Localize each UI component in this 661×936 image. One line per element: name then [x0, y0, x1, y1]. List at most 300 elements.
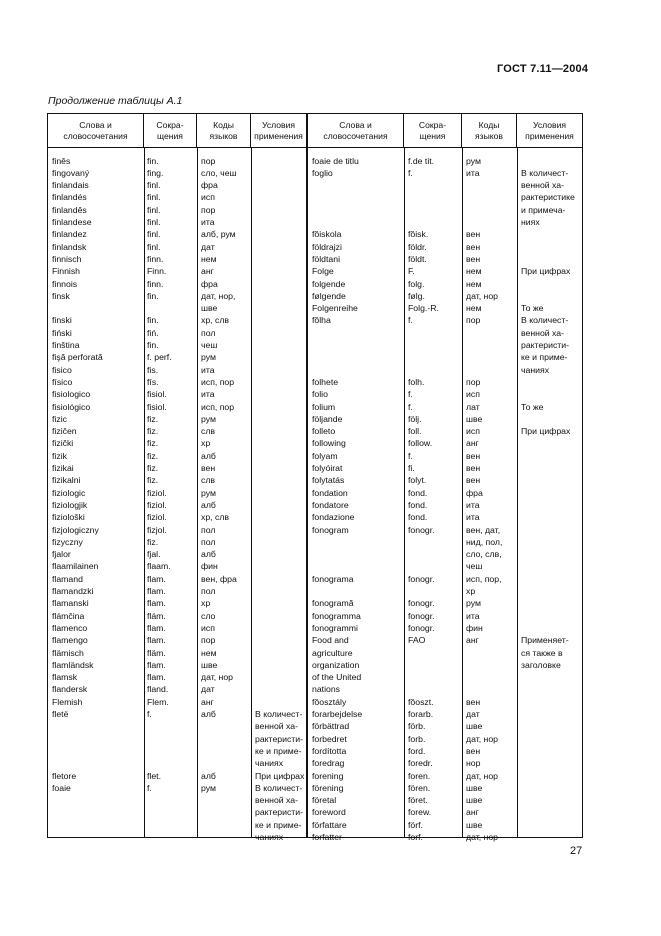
- cell-code: шве: [466, 721, 483, 732]
- cell-code: анг: [466, 807, 479, 818]
- table-row: [48, 241, 582, 253]
- abbreviation-table: [47, 113, 583, 842]
- cell-word: flámčina: [52, 610, 85, 621]
- cell-word: földrajzi: [312, 241, 342, 252]
- cell-code: дат, нор: [466, 832, 499, 842]
- cell-abbr: fiziol.: [147, 512, 167, 523]
- cell-word: följande: [312, 413, 343, 424]
- cell-word: fȍiskola: [312, 229, 342, 240]
- cell-code: вен: [201, 463, 216, 473]
- cell-word: fizik: [52, 450, 67, 461]
- cell-code: пор: [201, 635, 216, 646]
- cell-abbr: f.de tit.: [408, 155, 435, 166]
- cell-word: fisico: [52, 364, 72, 375]
- cell-word: forbedret: [312, 733, 347, 744]
- cell-code: исп, пор: [201, 376, 235, 387]
- cell-word: folyóirat: [312, 463, 343, 473]
- cell-word: foredrag: [312, 758, 345, 769]
- cell-code: ита: [466, 499, 480, 510]
- cell-code: шве: [466, 795, 483, 806]
- cell-word: finês: [52, 155, 71, 166]
- cell-abbr: Folg.-R.: [408, 303, 439, 314]
- cell-abbr: fis.: [147, 364, 159, 375]
- header-abbr-2: Сокра- щения: [404, 114, 462, 147]
- cell-abbr: fin.: [147, 315, 159, 326]
- table-row: [48, 819, 582, 831]
- cell-code: нид, пол,: [466, 536, 503, 547]
- cell-code: рум: [201, 782, 216, 793]
- cell-word: finlandés: [52, 192, 87, 203]
- cell-code: фра: [201, 180, 218, 191]
- table-row: [48, 413, 582, 425]
- cell-word: finlandsk: [52, 241, 87, 252]
- table-row: [48, 806, 582, 818]
- cell-word: finlandez: [52, 229, 87, 240]
- cell-abbr: f.: [408, 167, 413, 178]
- table-row: [48, 450, 582, 462]
- cell-code: шве: [466, 782, 483, 793]
- cell-abbr: følg.: [408, 290, 425, 301]
- cell-abbr: följ.: [408, 413, 422, 424]
- cell-abbr: fonogr.: [408, 524, 435, 535]
- cell-word: flaamilainen: [52, 561, 99, 572]
- cell-code: исп: [466, 389, 480, 400]
- cell-code: фра: [466, 487, 483, 498]
- cell-code: фин: [201, 561, 218, 572]
- cell-word: flamsk: [52, 672, 78, 683]
- cell-word: finlandais: [52, 180, 89, 191]
- cell-abbr: flam.: [147, 573, 166, 584]
- cell-word: agriculture: [312, 647, 353, 658]
- cell-condition: ся также в: [521, 647, 563, 658]
- cell-abbr: forew.: [408, 807, 432, 818]
- cell-word: folytatás: [312, 475, 345, 486]
- table-header: [48, 114, 582, 148]
- cell-code: исп: [201, 622, 215, 633]
- cell-word: företal: [312, 795, 337, 806]
- cell-abbr: finn.: [147, 278, 164, 289]
- cell-word: fletë: [52, 709, 69, 719]
- cell-condition: чаниях: [255, 758, 284, 769]
- cell-word: finlandês: [52, 204, 87, 215]
- standard-code: ГОСТ 7.11—2004: [497, 63, 589, 75]
- cell-word: Folge: [312, 266, 334, 277]
- cell-code: вен, дат,: [466, 524, 501, 535]
- cell-code: дат: [201, 684, 215, 695]
- table-row: [48, 622, 582, 634]
- cell-abbr: fören.: [408, 782, 431, 793]
- cell-abbr: fläm.: [147, 647, 166, 658]
- cell-code: хр, слв: [201, 315, 230, 326]
- cell-code: исп, пор,: [466, 573, 502, 584]
- table-row: [48, 376, 582, 388]
- table-row: [48, 499, 582, 511]
- cell-code: дат: [466, 709, 480, 719]
- cell-word: Finnish: [52, 266, 81, 277]
- cell-abbr: FAO: [408, 635, 426, 646]
- cell-condition: При цифрах: [521, 266, 571, 277]
- table-row: [48, 216, 582, 228]
- table-row: [48, 314, 582, 326]
- cell-code: пор: [466, 376, 481, 387]
- cell-abbr: follow.: [408, 438, 433, 449]
- cell-word: foreword: [312, 807, 346, 818]
- cell-code: нем: [466, 266, 482, 277]
- cell-condition: При цифрах: [521, 426, 571, 437]
- cell-word: fondation: [312, 487, 348, 498]
- cell-abbr: flam.: [147, 672, 166, 683]
- cell-word: földtani: [312, 253, 341, 264]
- header-words-2: Слова и словосочетания: [308, 114, 404, 147]
- cell-abbr: fís.: [147, 376, 159, 387]
- cell-abbr: fin.: [147, 290, 159, 301]
- cell-code: анг: [201, 696, 214, 707]
- table-row: [48, 425, 582, 437]
- cell-abbr: fiz.: [147, 463, 159, 473]
- cell-word: forfatter: [312, 832, 342, 842]
- table-row: [48, 155, 582, 167]
- cell-abbr: fonogr.: [408, 573, 435, 584]
- cell-condition: рактеристи-: [255, 733, 304, 744]
- cell-condition: ниях: [521, 217, 540, 227]
- cell-word: fizyczny: [52, 536, 83, 547]
- cell-abbr: fi.: [408, 463, 415, 473]
- cell-abbr: finl.: [147, 204, 161, 215]
- table-row: [48, 487, 582, 499]
- cell-abbr: Finn.: [147, 266, 167, 277]
- table-row: [48, 253, 582, 265]
- cell-word: flämisch: [52, 647, 84, 658]
- cell-code: сло: [201, 610, 216, 621]
- cell-word: forarbejdelse: [312, 709, 363, 719]
- cell-word: förbättrad: [312, 721, 350, 732]
- cell-abbr: földt.: [408, 253, 427, 264]
- cell-abbr: finl.: [147, 180, 161, 191]
- table-row: [48, 573, 582, 585]
- cell-code: хр, слв: [201, 512, 230, 523]
- cell-code: дат, нор: [466, 290, 499, 301]
- cell-word: fonogramma: [312, 610, 361, 621]
- cell-word: fonograma: [312, 573, 354, 584]
- cell-word: förening: [312, 782, 344, 793]
- cell-condition: рактеристи-: [521, 340, 570, 350]
- cell-code: пор: [201, 155, 216, 166]
- table-row: [48, 339, 582, 351]
- cell-abbr: fonogr.: [408, 622, 435, 633]
- cell-word: foaie: [52, 782, 71, 793]
- table-row: [48, 302, 582, 314]
- cell-code: дат, нор: [466, 770, 499, 781]
- cell-abbr: fond.: [408, 487, 428, 498]
- cell-word: of the United: [312, 672, 362, 683]
- table-row: [48, 745, 582, 757]
- cell-code: пор: [466, 315, 481, 326]
- cell-code: фра: [201, 278, 218, 289]
- cell-abbr: flam.: [147, 635, 166, 646]
- cell-word: finsk: [52, 290, 70, 301]
- cell-code: сло, чеш: [201, 167, 237, 178]
- cell-code: анг: [201, 266, 214, 277]
- cell-abbr: fiz.: [147, 426, 159, 437]
- cell-code: пол: [201, 586, 216, 596]
- table-row: [48, 462, 582, 474]
- cell-code: ита: [466, 610, 480, 621]
- cell-code: нем: [466, 278, 482, 289]
- cell-code: рум: [201, 413, 216, 424]
- cell-code: ита: [466, 167, 480, 178]
- cell-abbr: finn.: [147, 253, 164, 264]
- cell-code: фин: [466, 622, 483, 633]
- cell-word: fizikai: [52, 463, 74, 473]
- cell-code: чеш: [201, 340, 218, 350]
- cell-word: fonogram: [312, 524, 349, 535]
- cell-abbr: finl.: [147, 192, 161, 203]
- cell-code: алб, рум: [201, 229, 236, 240]
- table-row: [48, 770, 582, 782]
- cell-abbr: f.: [147, 782, 152, 793]
- cell-word: flamandzki: [52, 586, 94, 596]
- cell-code: ита: [201, 389, 215, 400]
- cell-abbr: földr.: [408, 241, 427, 252]
- cell-abbr: f.: [147, 709, 152, 719]
- cell-code: хр: [201, 438, 211, 449]
- cell-word: finština: [52, 340, 80, 350]
- cell-word: finski: [52, 315, 72, 326]
- table-row: [48, 720, 582, 732]
- table-row: [48, 364, 582, 376]
- cell-word: følgende: [312, 290, 346, 301]
- cell-abbr: f.: [408, 389, 413, 400]
- cell-abbr: f.: [408, 450, 413, 461]
- table-row: [48, 191, 582, 203]
- cell-abbr: fland.: [147, 684, 169, 695]
- cell-code: пол: [201, 327, 216, 338]
- cell-word: flamand: [52, 573, 83, 584]
- cell-abbr: f.: [408, 315, 413, 326]
- cell-code: нем: [201, 647, 217, 658]
- table-row: [48, 560, 582, 572]
- cell-abbr: f.: [408, 401, 413, 412]
- cell-code: дат, нор: [201, 672, 234, 683]
- table-row: [48, 548, 582, 560]
- header-abbr-1: Сокра- щения: [144, 114, 197, 147]
- cell-code: алб: [201, 770, 216, 781]
- table-row: [48, 167, 582, 179]
- table-row: [48, 327, 582, 339]
- cell-condition: рактеристике: [521, 192, 575, 203]
- cell-word: fletore: [52, 770, 77, 781]
- cell-word: flamanski: [52, 598, 89, 609]
- cell-abbr: fisiol.: [147, 389, 167, 400]
- cell-word: fişă perforată: [52, 352, 103, 363]
- cell-word: flamengo: [52, 635, 88, 646]
- table-row: [48, 696, 582, 708]
- table-row: [48, 401, 582, 413]
- cell-code: исп, пор: [201, 401, 235, 412]
- cell-word: nations: [312, 684, 341, 695]
- table-row: [48, 782, 582, 794]
- cell-word: finnois: [52, 278, 78, 289]
- cell-word: fiziologic: [52, 487, 86, 498]
- cell-abbr: förb.: [408, 721, 426, 732]
- table-row: [48, 228, 582, 240]
- cell-word: foaie de titlu: [312, 155, 359, 166]
- cell-code: шве: [201, 303, 218, 314]
- cell-condition: В количест-: [255, 782, 303, 793]
- cell-word: flamenco: [52, 622, 88, 633]
- cell-condition: То же: [521, 303, 544, 314]
- table-row: [48, 437, 582, 449]
- cell-abbr: forf.: [408, 832, 423, 842]
- cell-word: fiziologjik: [52, 499, 88, 510]
- cell-code: вен: [466, 745, 481, 756]
- table-row: [48, 265, 582, 277]
- cell-code: пор: [201, 204, 216, 215]
- cell-abbr: fond.: [408, 499, 428, 510]
- cell-abbr: fin.: [147, 155, 159, 166]
- cell-condition: рактеристи-: [255, 807, 304, 818]
- cell-condition: В количест-: [521, 167, 569, 178]
- cell-code: слв: [201, 475, 216, 486]
- header-words-1: Слова и словосочетания: [48, 114, 144, 147]
- cell-abbr: finl.: [147, 217, 161, 227]
- cell-code: нем: [201, 253, 217, 264]
- table-row: [48, 634, 582, 646]
- cell-abbr: fȍisk.: [408, 229, 429, 240]
- header-codes-2: Коды языков: [462, 114, 517, 147]
- cell-abbr: folh.: [408, 376, 425, 387]
- cell-code: лат: [466, 401, 480, 412]
- cell-abbr: förf.: [408, 819, 423, 830]
- cell-condition: чаниях: [521, 364, 550, 375]
- cell-code: шве: [466, 413, 483, 424]
- header-conditions-2: Условия применения: [525, 119, 574, 141]
- cell-code: рум: [201, 352, 216, 363]
- cell-code: вен, фра: [201, 573, 237, 584]
- table-row: [48, 585, 582, 597]
- cell-abbr: folyt.: [408, 475, 427, 486]
- cell-abbr: Flem.: [147, 696, 169, 707]
- cell-condition: венной ха-: [255, 721, 299, 732]
- cell-abbr: fonogr.: [408, 610, 435, 621]
- cell-abbr: F.: [408, 266, 415, 277]
- cell-code: алб: [201, 709, 216, 719]
- cell-abbr: folg.: [408, 278, 425, 289]
- cell-word: folhete: [312, 376, 339, 387]
- cell-code: ита: [201, 217, 215, 227]
- cell-condition: чаниях: [255, 832, 284, 842]
- cell-code: анг: [466, 635, 479, 646]
- cell-code: сло, слв,: [466, 549, 502, 560]
- cell-code: нем: [466, 303, 482, 314]
- cell-code: пол: [201, 524, 216, 535]
- cell-word: flandersk: [52, 684, 88, 695]
- cell-abbr: fond.: [408, 512, 428, 523]
- table-row: [48, 659, 582, 671]
- cell-code: вен: [466, 463, 481, 473]
- cell-condition: и примеча-: [521, 204, 566, 215]
- cell-word: fizic: [52, 413, 67, 424]
- table-row: [48, 524, 582, 536]
- cell-code: дат, нор: [466, 733, 499, 744]
- table-row: [48, 671, 582, 683]
- cell-abbr: fiz.: [147, 438, 159, 449]
- table-row: [48, 733, 582, 745]
- cell-word: fingovaný: [52, 167, 90, 178]
- cell-code: слв: [201, 426, 216, 437]
- cell-word: fizičen: [52, 426, 77, 437]
- table-row: [48, 474, 582, 486]
- cell-word: forening: [312, 770, 344, 781]
- cell-word: finlandese: [52, 217, 92, 227]
- cell-abbr: fing.: [147, 167, 164, 178]
- cell-abbr: fiziol.: [147, 499, 167, 510]
- cell-word: finnisch: [52, 253, 82, 264]
- cell-condition: При цифрах: [255, 770, 305, 781]
- cell-word: foglio: [312, 167, 333, 178]
- cell-abbr: foren.: [408, 770, 431, 781]
- cell-code: дат: [201, 241, 215, 252]
- table-row: [48, 388, 582, 400]
- cell-abbr: fizjol.: [147, 524, 167, 535]
- cell-word: folyam: [312, 450, 338, 461]
- cell-abbr: fonogr.: [408, 598, 435, 609]
- cell-word: folio: [312, 389, 328, 400]
- cell-abbr: flet.: [147, 770, 162, 781]
- cell-abbr: fisiol.: [147, 401, 167, 412]
- cell-code: ита: [201, 364, 215, 375]
- cell-word: físico: [52, 376, 73, 387]
- page-number: 27: [570, 845, 583, 857]
- cell-abbr: forb.: [408, 733, 426, 744]
- cell-word: fiński: [52, 327, 72, 338]
- cell-abbr: fiń.: [147, 327, 159, 338]
- cell-word: fiziološki: [52, 512, 85, 523]
- table-row: [48, 597, 582, 609]
- cell-code: нор: [466, 758, 481, 769]
- cell-code: хр: [466, 586, 476, 596]
- table-row: [48, 536, 582, 548]
- cell-abbr: flam.: [147, 586, 166, 596]
- cell-code: шве: [466, 819, 483, 830]
- cell-abbr: fjal.: [147, 549, 161, 560]
- cell-word: fisiológico: [52, 401, 91, 412]
- cell-code: вен: [466, 241, 481, 252]
- cell-condition: венной ха-: [521, 180, 565, 191]
- cell-abbr: ford.: [408, 745, 426, 756]
- cell-condition: В количест-: [521, 315, 569, 326]
- header-conditions-1: Условия применения: [251, 114, 308, 147]
- cell-condition: заголовке: [521, 659, 561, 670]
- cell-abbr: fiziol.: [147, 487, 167, 498]
- cell-word: folleto: [312, 426, 336, 437]
- table-row: [48, 831, 582, 843]
- table-row: [48, 647, 582, 659]
- cell-word: organization: [312, 659, 360, 670]
- table-row: [48, 179, 582, 191]
- table-row: [48, 278, 582, 290]
- cell-code: вен: [466, 696, 481, 707]
- cell-word: Food and: [312, 635, 349, 646]
- table-row: [48, 204, 582, 216]
- cell-code: алб: [201, 549, 216, 560]
- cell-code: вен: [466, 229, 481, 240]
- table-body: [48, 148, 582, 842]
- cell-code: исп: [201, 192, 215, 203]
- cell-code: рум: [466, 598, 481, 609]
- cell-word: fondatore: [312, 499, 349, 510]
- cell-code: алб: [201, 499, 216, 510]
